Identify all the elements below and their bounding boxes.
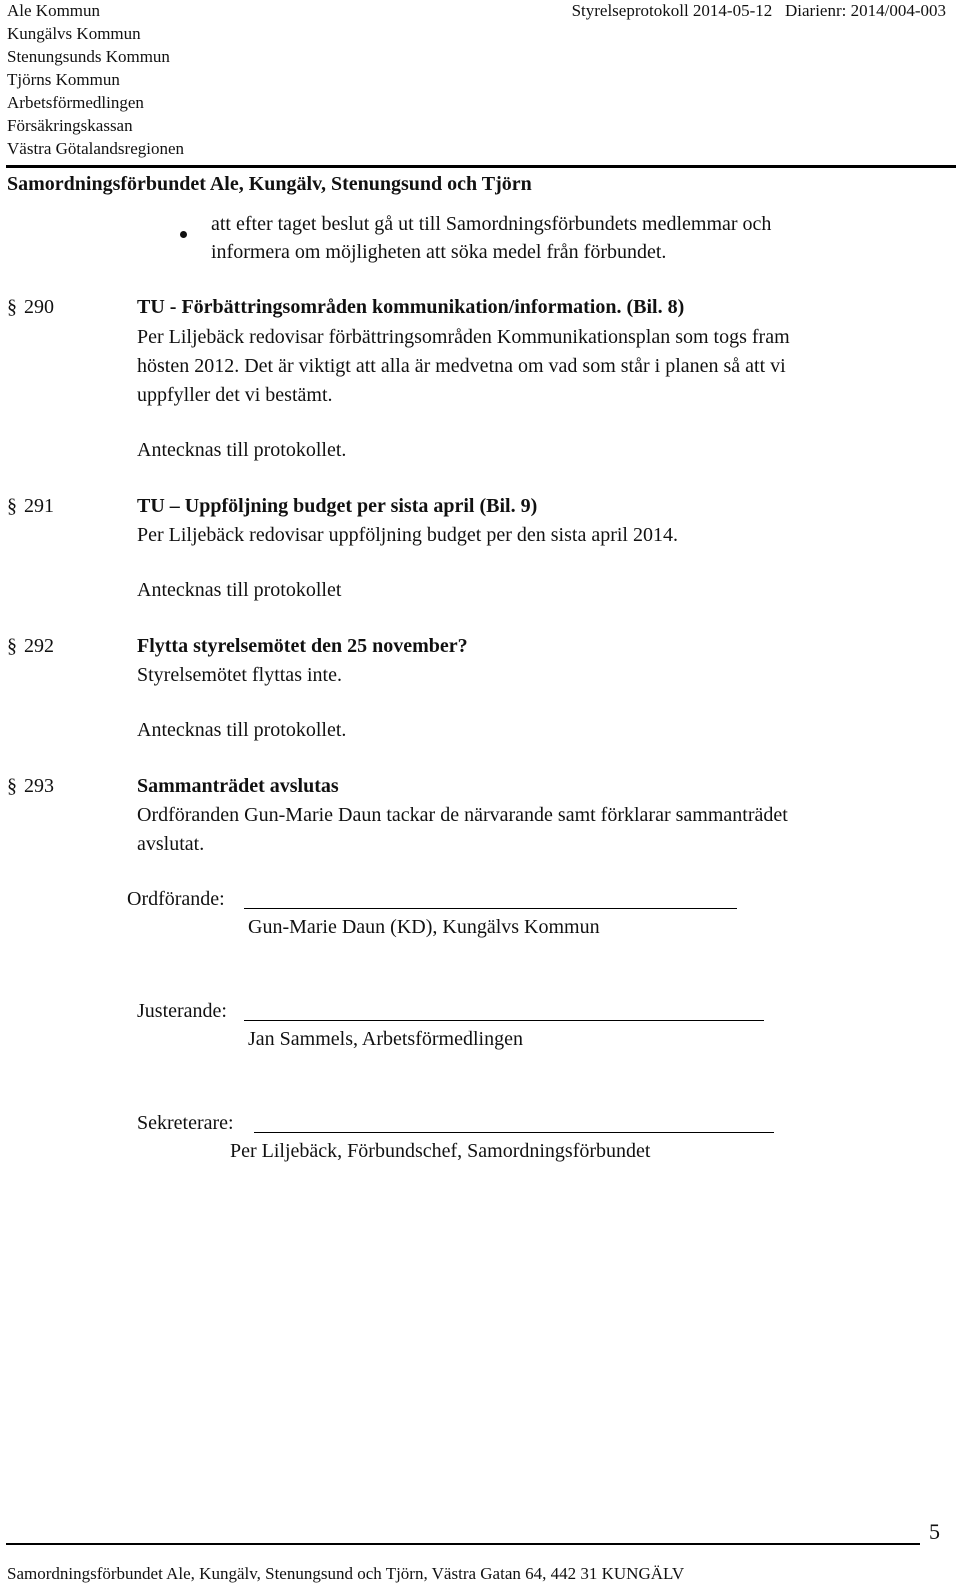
signature-label-adjuster: Justerande: xyxy=(137,1000,227,1022)
section-number: 291 xyxy=(24,495,54,517)
header-org-stenungsund: Stenungsunds Kommun xyxy=(7,47,170,66)
footer-divider xyxy=(6,1543,920,1545)
section-sign: § xyxy=(7,495,17,517)
section-text-line: Ordföranden Gun-Marie Daun tackar de närvarande samt förklarar sammanträdet xyxy=(137,804,788,826)
section-heading: TU – Uppföljning budget per sista april (Bil. 9) xyxy=(137,495,538,517)
section-text-line: uppfyller det vi bestämt. xyxy=(137,384,333,406)
header-org-forsakringskassan: Försäkringskassan xyxy=(7,116,133,135)
section-text-line: Per Liljebäck redovisar uppföljning budget per den sista april 2014. xyxy=(137,524,678,546)
section-text-line: Styrelsemötet flyttas inte. xyxy=(137,664,342,686)
section-sign: § xyxy=(7,775,17,797)
section-text-line: avslutat. xyxy=(137,833,205,855)
bullet-line-1: att efter taget beslut gå ut till Samordningsförbundets medlemmar och xyxy=(211,213,772,235)
bullet-line-2: informera om möjligheten att söka medel från förbundet. xyxy=(211,241,667,263)
section-note: Antecknas till protokollet. xyxy=(137,439,347,461)
section-heading: Sammanträdet avslutas xyxy=(137,775,339,797)
header-org-kungalv: Kungälvs Kommun xyxy=(7,24,141,43)
section-note: Antecknas till protokollet xyxy=(137,579,342,601)
section-note: Antecknas till protokollet. xyxy=(137,719,347,741)
signature-line-chair xyxy=(244,908,737,909)
section-text-line: hösten 2012. Det är viktigt att alla är medvetna om vad som står i planen så att vi xyxy=(137,355,786,377)
signature-name-adjuster: Jan Sammels, Arbetsförmedlingen xyxy=(248,1028,523,1050)
bullet-dot-icon xyxy=(180,231,187,238)
header-org-arbetsformedlingen: Arbetsförmedlingen xyxy=(7,93,144,112)
header-divider xyxy=(6,165,956,168)
signature-name-secretary: Per Liljebäck, Förbundschef, Samordningsförbundet xyxy=(230,1140,651,1162)
signature-label-secretary: Sekreterare: xyxy=(137,1112,234,1134)
header-org-vastra-gotaland: Västra Götalandsregionen xyxy=(7,139,185,158)
header-org-tjorn: Tjörns Kommun xyxy=(7,70,120,89)
section-text-line: Per Liljebäck redovisar förbättringsområden Kommunikationsplan som togs fram xyxy=(137,326,790,348)
footer-address: Samordningsförbundet Ale, Kungälv, Stenungsund och Tjörn, Västra Gatan 64, 442 31 KUNGÄLV xyxy=(7,1564,685,1583)
section-sign: § xyxy=(7,296,17,318)
section-heading: Flytta styrelsemötet den 25 november? xyxy=(137,635,468,657)
header-org-ale: Ale Kommun xyxy=(7,1,101,20)
signature-line-adjuster xyxy=(244,1020,764,1021)
section-number: 290 xyxy=(24,296,54,318)
section-sign: § xyxy=(7,635,17,657)
header-title: Samordningsförbundet Ale, Kungälv, Stenungsund och Tjörn xyxy=(7,173,532,195)
page-number: 5 xyxy=(929,1519,940,1544)
section-number: 293 xyxy=(24,775,54,797)
header-protocol-info: Styrelseprotokoll 2014-05-12 Diarienr: 2014/004-003 xyxy=(571,1,946,20)
signature-line-secretary xyxy=(254,1132,774,1133)
signature-name-chair: Gun-Marie Daun (KD), Kungälvs Kommun xyxy=(248,916,600,938)
section-heading: TU - Förbättringsområden kommunikation/information. (Bil. 8) xyxy=(137,296,685,318)
signature-label-chair: Ordförande: xyxy=(127,888,225,910)
section-number: 292 xyxy=(24,635,54,657)
